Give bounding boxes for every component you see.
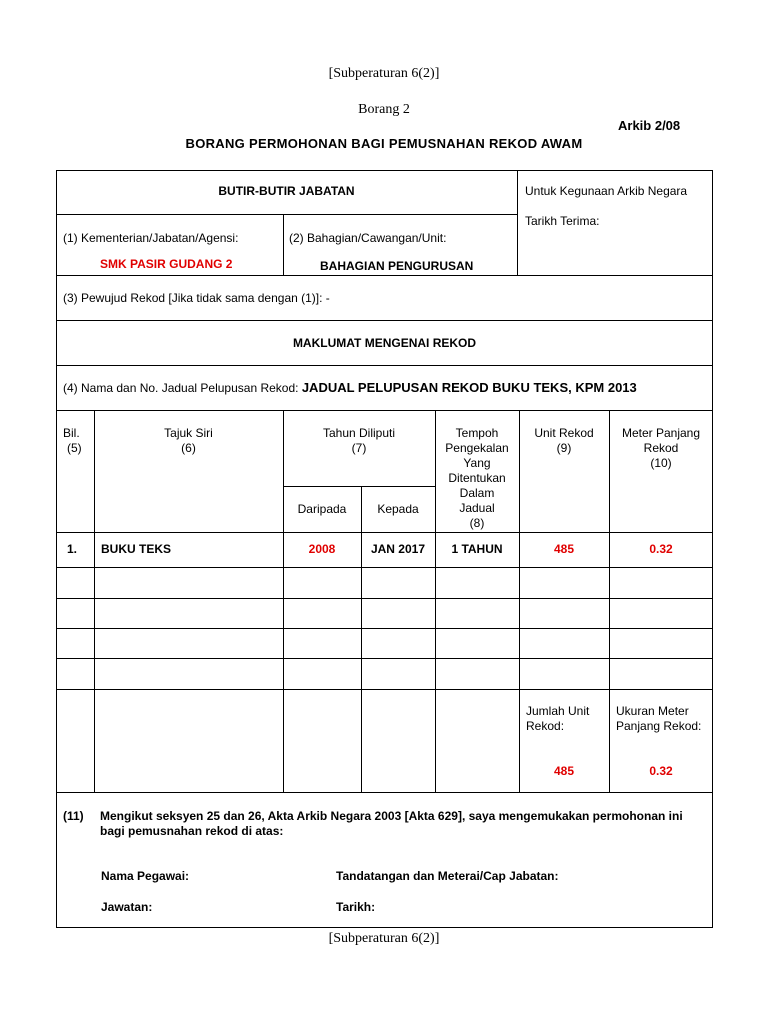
position-label: Jawatan: bbox=[101, 900, 153, 914]
grid-line bbox=[56, 214, 517, 215]
division-label: (2) Bahagian/Cawangan/Unit: bbox=[289, 231, 447, 245]
record-creator-label: (3) Pewujud Rekod [Jika tidak sama dengan (1)]: - bbox=[63, 291, 330, 305]
arkib-reference: Arkib 2/08 bbox=[618, 118, 681, 133]
col-header-meter-panjang: Meter Panjang Rekod (10) bbox=[621, 426, 701, 470]
declaration-text: Mengikut seksyen 25 dan 26, Akta Arkib Negara 2003 [Akta 629], saya mengemukakan permohonan ini bagi pemusnahan rekod di atas: bbox=[100, 809, 683, 838]
grid-line bbox=[94, 410, 95, 792]
ministry-label: (1) Kementerian/Jabatan/Agensi: bbox=[63, 231, 239, 245]
row-1-kepada: JAN 2017 bbox=[370, 542, 426, 556]
date-received-label: Tarikh Terima: bbox=[525, 214, 600, 228]
grid-line bbox=[56, 275, 713, 276]
col-header-tajuk-siri: Tajuk Siri (6) bbox=[164, 426, 213, 455]
col-header-kepada: Kepada bbox=[377, 502, 419, 516]
records-section-title: MAKLUMAT MENGENAI REKOD bbox=[292, 336, 477, 350]
disposal-schedule-value: JADUAL PELUPUSAN REKOD BUKU TEKS, KPM 2013 bbox=[301, 380, 637, 395]
grid-line bbox=[56, 532, 713, 533]
row-1-tajuk: BUKU TEKS bbox=[101, 542, 172, 556]
grid-line bbox=[435, 410, 436, 792]
office-use-label: Untuk Kegunaan Arkib Negara bbox=[525, 184, 688, 198]
grid-line bbox=[283, 214, 284, 275]
form-title: BORANG PERMOHONAN BAGI PEMUSNAHAN REKOD AWAM bbox=[185, 136, 583, 151]
grid-line bbox=[56, 598, 713, 599]
grid-line bbox=[56, 628, 713, 629]
grid-line bbox=[56, 689, 713, 690]
form-number: Borang 2 bbox=[358, 102, 410, 117]
regulation-reference: [Subperaturan 6(2)] bbox=[328, 66, 440, 81]
ministry-value: SMK PASIR GUDANG 2 bbox=[100, 257, 233, 271]
grid-line bbox=[56, 365, 713, 366]
division-value: BAHAGIAN PENGURUSAN bbox=[320, 259, 474, 273]
officer-name-label: Nama Pegawai: bbox=[101, 869, 190, 883]
grid-line bbox=[519, 410, 520, 792]
row-1-bil: 1. bbox=[67, 542, 78, 556]
grid-line bbox=[56, 658, 713, 659]
col-header-daripada: Daripada bbox=[297, 502, 347, 516]
total-unit-value: 485 bbox=[553, 764, 575, 778]
col-header-tahun-diliputi: Tahun Diliputi (7) bbox=[322, 426, 396, 455]
grid-line bbox=[283, 410, 284, 792]
grid-line bbox=[56, 410, 713, 411]
row-1-meter: 0.32 bbox=[649, 542, 673, 556]
row-1-tempoh: 1 TAHUN bbox=[451, 542, 503, 556]
total-meter-value: 0.32 bbox=[649, 764, 673, 778]
grid-line bbox=[283, 486, 435, 487]
grid-line bbox=[361, 486, 362, 792]
total-unit-label: Jumlah Unit Rekod: bbox=[526, 704, 590, 733]
grid-line bbox=[517, 170, 518, 275]
col-header-tempoh: Tempoh Pengekalan Yang Ditentukan Dalam Jadual (8) bbox=[445, 426, 509, 530]
grid-line bbox=[609, 410, 610, 792]
signature-label: Tandatangan dan Meterai/Cap Jabatan: bbox=[336, 869, 559, 883]
grid-line bbox=[56, 320, 713, 321]
declaration-number: (11) bbox=[63, 809, 84, 823]
col-header-unit-rekod: Unit Rekod (9) bbox=[534, 426, 594, 455]
disposal-schedule-row bbox=[63, 380, 637, 395]
grid-line bbox=[56, 792, 713, 793]
disposal-schedule-label: (4) Nama dan No. Jadual Pelupusan Rekod: bbox=[63, 381, 299, 395]
footer-regulation-reference: [Subperaturan 6(2)] bbox=[328, 931, 440, 946]
total-meter-label: Ukuran Meter Panjang Rekod: bbox=[616, 704, 702, 733]
row-1-daripada: 2008 bbox=[308, 542, 336, 556]
department-section-title: BUTIR-BUTIR JABATAN bbox=[218, 184, 355, 198]
col-header-bil: Bil. (5) bbox=[63, 426, 82, 455]
date-label: Tarikh: bbox=[336, 900, 376, 914]
grid-line bbox=[56, 567, 713, 568]
row-1-unit: 485 bbox=[553, 542, 575, 556]
